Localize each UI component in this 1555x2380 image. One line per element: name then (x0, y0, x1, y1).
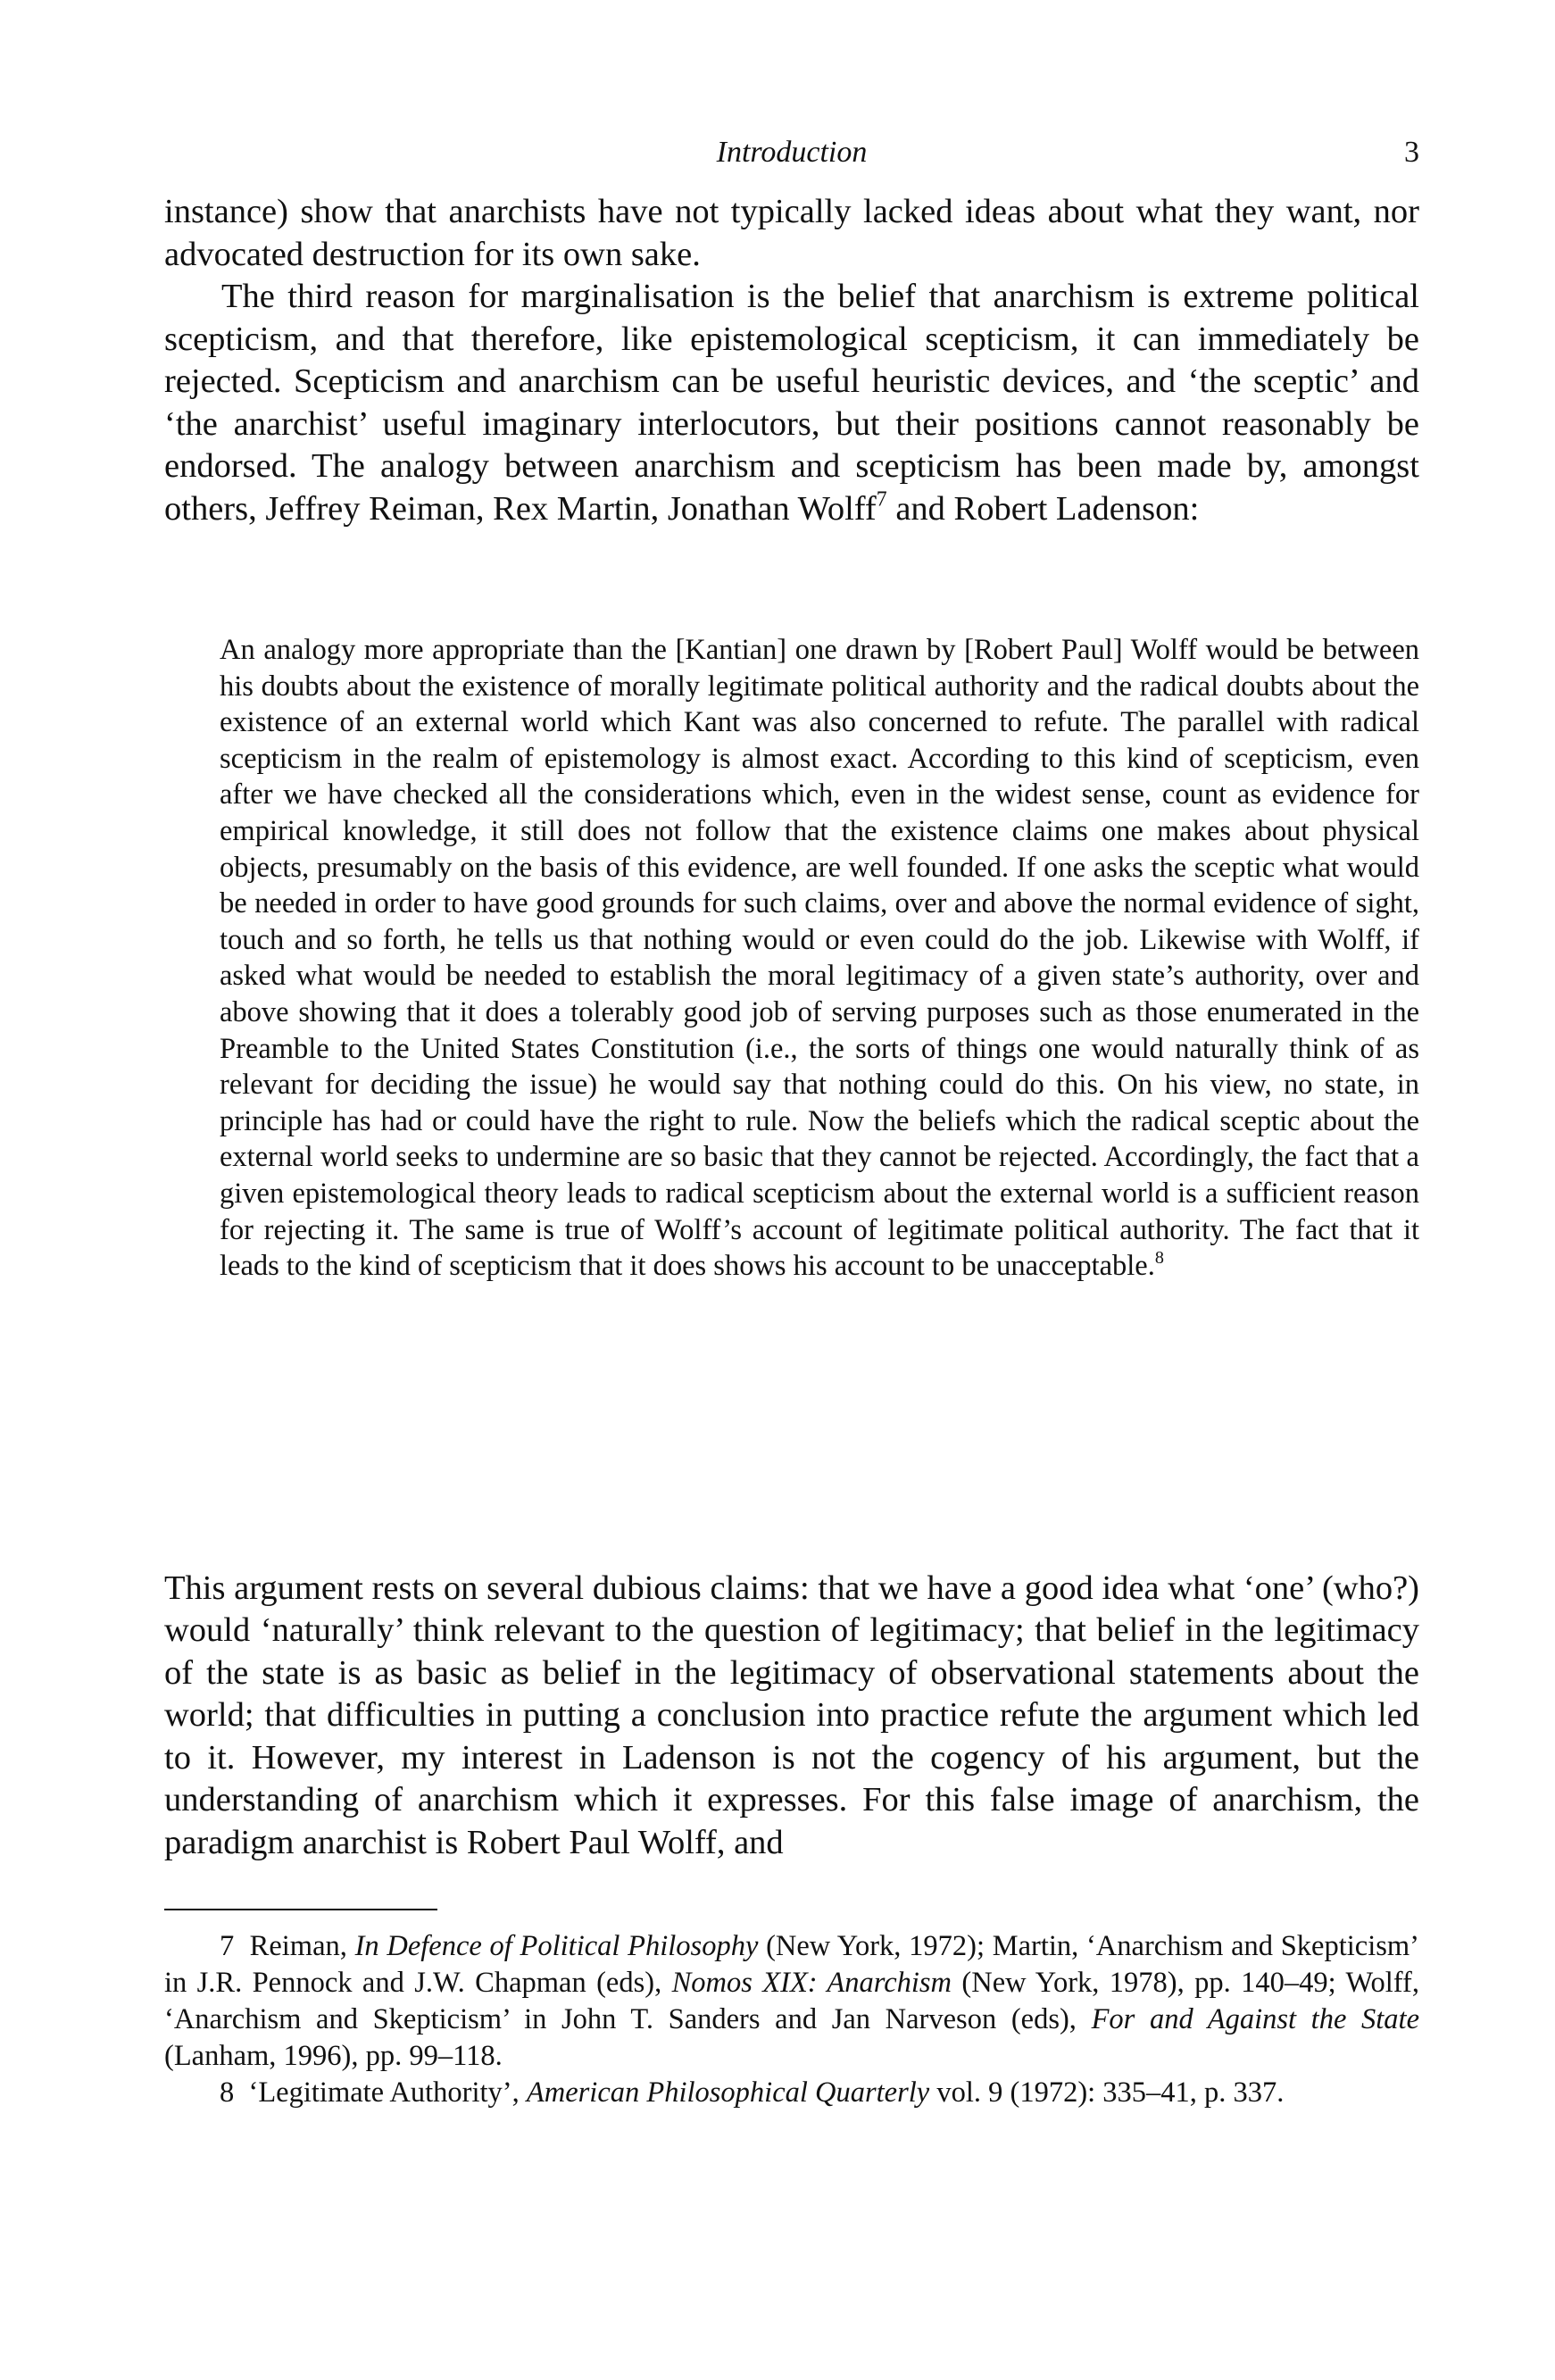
footnote-title: In Defence of Political Philosophy (354, 1930, 759, 1962)
footnote-text: ‘Legitimate Authority’, (248, 2076, 527, 2109)
paragraph-text: instance) show that anarchists have not typically lacked ideas about what they want, nor advocated destruction for its own sake. (164, 193, 1419, 273)
running-title: Introduction (716, 136, 868, 169)
body-text (164, 191, 1419, 530)
page-number: 3 (1404, 136, 1419, 169)
paragraph-argument (164, 1568, 1419, 1865)
block-quote (220, 632, 1419, 1285)
running-head (164, 136, 1419, 175)
footnote-title: Nomos XIX: Anarchism (671, 1967, 952, 1999)
footnote-text: (Lanham, 1996), pp. 99–118. (164, 2040, 503, 2072)
footnote-number: 8 (220, 2076, 235, 2109)
footnotes (164, 1928, 1419, 2111)
footnote-8 (164, 2075, 1419, 2111)
footnote-text: (New York, 1972); Martin, ‘Anarchism and Skepticism’ in J.R. Pennock and J.W. Chapman (eds), (164, 1930, 1419, 1999)
footnote-number: 7 (220, 1930, 235, 1962)
paragraph-text: and Robert Ladenson: (886, 489, 1200, 528)
paragraph-third-reason (164, 276, 1419, 530)
footnote-ref-7[interactable]: 7 (876, 487, 887, 511)
footnote-7 (164, 1928, 1419, 2075)
footnote-text: Reiman, (249, 1930, 355, 1962)
footnote-title: For and Against the State (1091, 2003, 1419, 2035)
paragraph-text: This argument rests on several dubious claims: that we have a good idea what ‘one’ (who?) would ‘naturally’ think relevant to the question of legitimacy; that belief in the legitimacy of the state is as basic as belief in the legitimacy of observational statements about the world; that difficulties in putting a conclusion into practice refute the argument which led to it. However, my interest in Ladenson is not the cogency of his argument, but the understanding of anarchism which it expresses. For this false image of anarchism, the paradigm anarchist is Robert Paul Wolff, and (164, 1569, 1419, 1861)
footnote-text: vol. 9 (1972): 335–41, p. 337. (929, 2076, 1285, 2109)
paragraph-text: The third reason for marginalisation is the belief that anarchism is extreme political scepticism, and that therefore, like epistemological scepticism, it can immediately be rejected. Scepticism and anarchism can be useful heuristic devices, and ‘the sceptic’ and ‘the anarchist’ useful imaginary interlocutors, but their positions cannot reasonably be endorsed. The analogy between anarchism and scepticism has been made by, amongst others, Jeffrey Reiman, Rex Martin, Jonathan Wolff (164, 278, 1419, 528)
footnote-text: (New York, 1978), pp. 140–49; Wolff, ‘Anarchism and Skepticism’ in John T. Sanders and Jan Narveson (eds), (164, 1967, 1419, 2035)
body-text-continued (164, 1533, 1419, 1899)
footnote-ref-8[interactable]: 8 (1154, 1248, 1164, 1268)
paragraph-continuation (164, 191, 1419, 276)
footnote-separator (164, 1909, 437, 1910)
footnote-title: American Philosophical Quarterly (526, 2076, 930, 2109)
quote-text: An analogy more appropriate than the [Kantian] one drawn by [Robert Paul] Wolff would be between his doubts about the existence of morally legitimate political authority and the radical doubts about the existence of an external world which Kant was also concerned to refute. The parallel with radical scepticism in the realm of epistemology is almost exact. According to this kind of scepticism, even after we have checked all the considerations which, even in the widest sense, count as evidence for empirical knowledge, it still does not follow that the existence claims one makes about physical objects, presumably on the basis of this evidence, are well founded. If one asks the sceptic what would be needed in order to have good grounds for such claims, over and above the normal evidence of sight, touch and so forth, he tells us that nothing would or even could do the job. Likewise with Wolff, if asked what would be needed to establish the moral legitimacy of a given state’s authority, over and above showing that it does a tolerably good job of serving purposes such as those enumerated in the Preamble to the United States Constitution (i.e., the sorts of things one would naturally think of as relevant for deciding the issue) he would say that nothing could do this. On his view, no state, in principle has had or could have the right to rule. Now the beliefs which the radical sceptic about the external world seeks to undermine are so basic that they cannot be rejected. Accordingly, the fact that a given epistemological theory leads to radical scepticism about the external world is a sufficient reason for rejecting it. The same is true of Wolff’s account of legitimate political authority. The fact that it leads to the kind of scepticism that it does shows his account to be unacceptable. (220, 634, 1419, 1283)
